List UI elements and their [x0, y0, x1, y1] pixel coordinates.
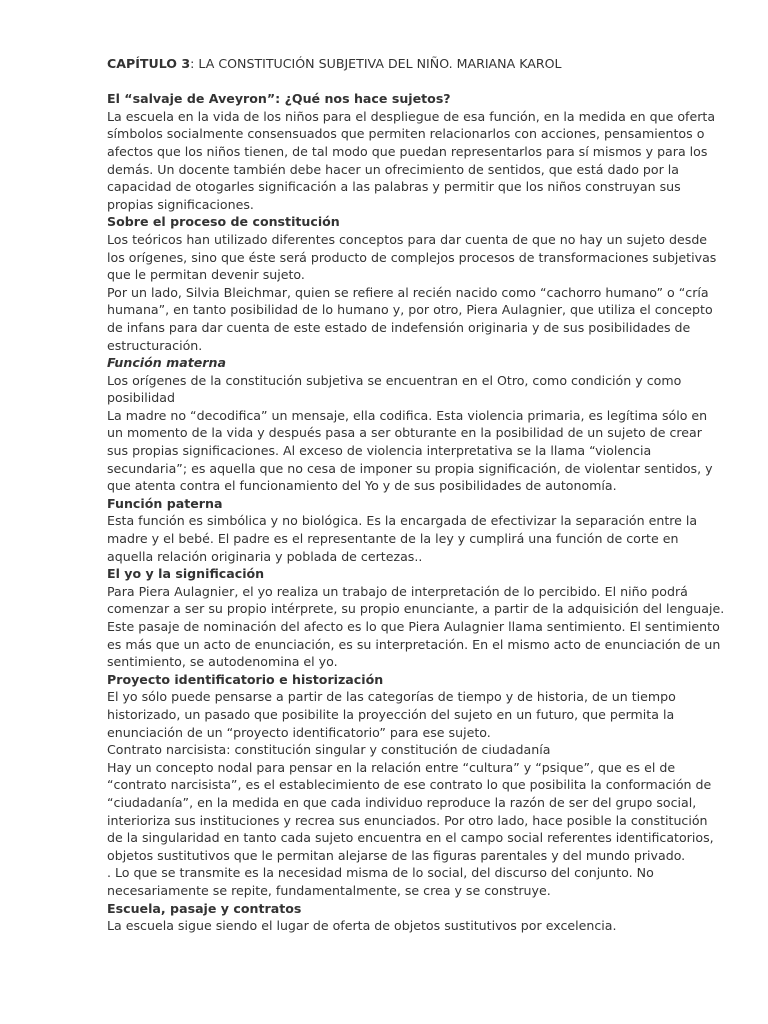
text-line: Este pasaje de nominación del afecto es lo que Piera Aulagnier llama sentimiento. El sentimiento — [107, 619, 720, 634]
text-line: interioriza sus instituciones y recrea sus enunciados. Por otro lado, hace posible la constitución — [107, 812, 708, 828]
text-line: La madre no “decodifica” un mensaje, ella codifica. Esta violencia primaria, es legítima sólo en — [107, 407, 708, 423]
paragraph — [107, 759, 727, 865]
text-line: de infans para dar cuenta de este estado de indefensión originaria y de sus posibilidades de — [107, 319, 691, 335]
text-line: propias significaciones. — [107, 196, 254, 212]
text-line: que atenta contra el funcionamiento del Yo y de sus posibilidades de autonomía. — [107, 478, 617, 494]
document-page — [107, 55, 727, 935]
text-line: Contrato narcisista: constitución singular y constitución de ciudadanía — [107, 742, 551, 758]
paragraph — [107, 864, 727, 899]
chapter-title-rest: : LA CONSTITUCIÓN SUBJETIVA DEL NIÑO. MARIANA KAROL — [190, 56, 562, 71]
text-line: Los orígenes de la constitución subjetiva se encuentran en el Otro, como condición y como — [107, 372, 682, 388]
section-heading: Sobre el proceso de constitución — [107, 214, 340, 230]
paragraph — [107, 372, 727, 407]
text-line: de la singularidad en tanto cada sujeto encuentra en el campo social referentes identificatorios, — [107, 830, 714, 846]
text-line: humana”, en tanto posibilidad de lo humano y, por otro, Piera Aulagnier, que utiliza el concepto — [107, 302, 713, 318]
chapter-title-bold: CAPÍTULO 3 — [107, 56, 191, 71]
paragraph — [107, 512, 727, 565]
text-line: afectos que los niños tienen, de tal modo que puedan representarlos para sí mismos y para los — [107, 143, 708, 159]
text-line: La escuela en la vida de los niños para el despliegue de esa función, en la medida en que oferta — [107, 108, 716, 124]
section-heading: Proyecto identificatorio e historización — [107, 671, 384, 687]
text-line: Los teóricos han utilizado diferentes conceptos para dar cuenta de que no hay un sujeto desde — [107, 231, 708, 247]
paragraph — [107, 231, 727, 284]
paragraph — [107, 108, 727, 214]
text-line: El yo sólo puede pensarse a partir de las categorías de tiempo y de historia, de un tiempo — [107, 689, 676, 705]
paragraph — [107, 583, 727, 671]
paragraph — [107, 407, 727, 495]
text-line: es más que un acto de enunciación, es su interpretación. En el mismo acto de enunciación de un — [107, 636, 721, 652]
text-line: necesariamente se repite, fundamentalmente, se crea y se construye. — [107, 882, 551, 898]
text-line: símbolos socialmente consensuados que permiten relacionarlos con acciones, pensamientos o — [107, 126, 705, 142]
document-body — [107, 90, 727, 935]
text-line: capacidad de otogarles significación a las palabras y permitir que los niños construyan sus — [107, 179, 681, 195]
section-heading: El yo y la significación — [107, 566, 265, 582]
text-line: Esta función es simbólica y no biológica. Es la encargada de efectivizar la separación entre la — [107, 513, 698, 529]
section-heading: Función materna — [107, 355, 226, 371]
text-line: demás. Un docente también debe hacer un ofrecimiento de sentidos, que está dado por la — [107, 161, 679, 177]
paragraph — [107, 741, 727, 759]
text-line: un momento de la vida y después pasa a ser obturante en la posibilidad de un sujeto de crear — [107, 425, 702, 441]
text-line: secundaria”; es aquella que no cesa de imponer su propia significación, de violentar sentidos, y — [107, 460, 713, 476]
section-heading: El “salvaje de Aveyron”: ¿Qué nos hace sujetos? — [107, 91, 451, 107]
text-line: “contrato narcisista”, es el establecimiento de ese contrato lo que posibilita la conformación de — [107, 777, 712, 793]
paragraph — [107, 917, 727, 935]
text-line: objetos sustitutivos que le permitan alejarse de las figuras parentales y del mundo privado. — [107, 847, 686, 863]
text-line: “ciudadanía”, en la medida en que cada individuo reproduce la razón de ser del grupo social, — [107, 794, 697, 810]
paragraph — [107, 284, 727, 354]
text-line: sentimiento, se autodenomina el yo. — [107, 654, 338, 670]
section-heading: Función paterna — [107, 495, 223, 511]
chapter-title — [107, 55, 727, 73]
text-line: historizado, un pasado que posibilite la proyección del sujeto en un futuro, que permita la — [107, 706, 675, 722]
text-line: aquella relación originaria y poblada de certezas.. — [107, 548, 423, 564]
text-line: sus propias significaciones. Al exceso de violencia interpretativa se la llama “violencia — [107, 443, 652, 459]
text-line: comenzar a ser su propio intérprete, su propio enunciante, a partir de la adquisición del lenguaje. — [107, 601, 725, 617]
section-heading: Escuela, pasaje y contratos — [107, 900, 302, 916]
paragraph — [107, 688, 727, 741]
text-line: Hay un concepto nodal para pensar en la relación entre “cultura” y “psique”, que es el de — [107, 759, 676, 775]
text-line: enunciación de un “proyecto identificatorio” para ese sujeto. — [107, 724, 491, 740]
text-line: que le permitan devenir sujeto. — [107, 267, 305, 283]
text-line: posibilidad — [107, 390, 175, 406]
text-line: Por un lado, Silvia Bleichmar, quien se refiere al recién nacido como “cachorro humano” o “cría — [107, 284, 709, 300]
text-line: madre y el bebé. El padre es el representante de la ley y cumplirá una función de corte en — [107, 531, 679, 547]
text-line: Para Piera Aulagnier, el yo realiza un trabajo de interpretación de lo percibido. El niño podrá — [107, 583, 688, 599]
text-line: . Lo que se transmite es la necesidad misma de lo social, del discurso del conjunto. No — [107, 865, 654, 881]
text-line: los orígenes, sino que éste será producto de complejos procesos de transformaciones subjetivas — [107, 249, 717, 265]
text-line: La escuela sigue siendo el lugar de oferta de objetos sustitutivos por excelencia. — [107, 918, 617, 934]
text-line: estructuración. — [107, 337, 203, 353]
